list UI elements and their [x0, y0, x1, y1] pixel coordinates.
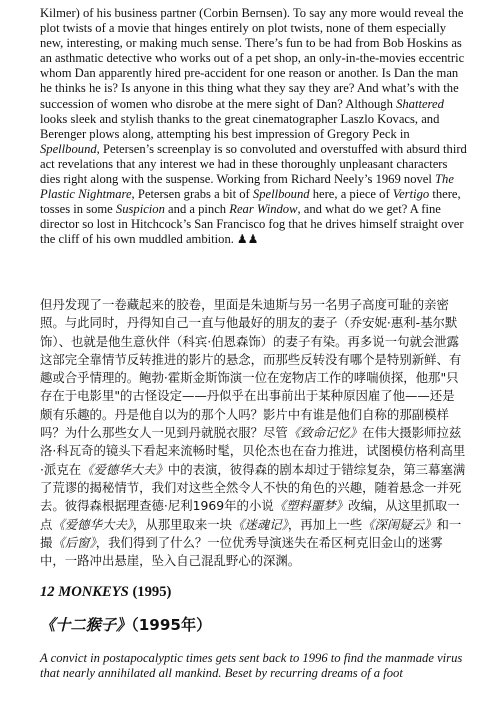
film-title: Shattered — [396, 96, 444, 111]
review-text: 但丹发现了一卷藏起来的胶卷，里面是朱迪斯与另一名男子高度可耻的亲密照。与此同时，丹得知自己一直与他最好的朋友的妻子（乔安妮·惠利-基尔默饰）、也就是他生意伙伴（科宾·伯恩森饰）的妻子有染。再多说一句就会泄露这部完全靠情节反转推进的影片的悬念，而那些反转没有哪个是特别新鲜、有趣或合乎情理的。鲍勃·霍斯金斯饰演一位在宠物店工作的哮喘侦探，他那"只存在于电影里"的古怪设定——丹似乎在出事前出于某种原因雇了他——还是颇有乐趣的。丹是他自以为的那个人吗？影片中有谁是他们自称的那副模样吗？为什么那些女人一见到丹就脱衣服？尽管 — [40, 297, 462, 441]
film-title: 《深闺疑云》 — [362, 516, 437, 532]
film-title: The Plastic Nightmare — [40, 172, 454, 202]
review-text: ，从那里取来一块 — [132, 516, 233, 532]
review-text: and a pinch — [164, 202, 230, 217]
film-title: Suspicion — [115, 202, 165, 217]
review-text: 改编，从这里抓取一点 — [40, 498, 460, 532]
film-title: 《塑料噩梦》 — [273, 498, 349, 514]
review-text: 中的表演，彼得森的剧本却过于错综复杂，第三幕塞满了荒谬的揭秘情节，我们对这些全然令人不快的角色的兴趣，随着悬念一并死去。彼得森根据理查德·尼利1969年的小说 — [40, 461, 466, 514]
film-title: Spellbound — [252, 187, 310, 202]
review-text: , Petersen grabs a bit of — [131, 187, 253, 202]
review-text: ，再加上一些 — [287, 516, 363, 532]
film-title: 《爱德华大夫》 — [52, 516, 133, 532]
film-title: Spellbound — [40, 141, 97, 156]
film-year: (1995) — [128, 584, 172, 600]
film-title: 12 MONKEYS — [40, 584, 129, 600]
film-title: 《爱德华大夫》 — [81, 461, 168, 477]
review-text: ，我们得到了什么？一位优秀导演迷失在希区柯克旧金山的迷雾中，一路冲出悬崖，坠入自己混乱野心的深渊。 — [40, 534, 443, 569]
review-text: there, tosses in some — [40, 187, 461, 217]
chinese-review-paragraph — [40, 296, 466, 570]
film-title: 《致命记忆》 — [287, 425, 363, 441]
bomb-icon: ♟♟ — [236, 232, 259, 247]
review-text: looks sleek and stylish thanks to the great cinematographer Laszlo Kovacs, and Berenger plows along, attempting his best impression of Gregory Peck in — [40, 111, 440, 141]
film-title: 《后窗》 — [52, 534, 96, 550]
film-title: 《十二猴子》 — [40, 616, 132, 634]
film-title: Vertigo — [392, 187, 430, 202]
english-review-paragraph — [40, 6, 470, 248]
film-year: （1995年） — [131, 616, 212, 634]
review-text: 在伟大摄影师拉兹洛·科瓦奇的镜头下看起来流畅时髦，贝伦杰也在奋力推进，试图模仿格利高里·派克在 — [40, 425, 466, 477]
review-text: , and what do we get? A fine director so lost in Hitchcock’s San Francisco fog that he drives himself straight over the cliff of his own muddled ambition. — [40, 202, 464, 247]
entry-title-english — [40, 584, 171, 601]
review-text: Kilmer) of his business partner (Corbin Bernsen). To say any more would reveal the plot twists of a movie that hinges entirely on plot twists, none of them especially new, interesting, or making much sense. There’s fun to be had from Bob Hoskins as an asthmatic detective who works out of a pet shop, an only-in-the-movies eccentric whom Dan apparently hired pre-accident for one reason or another. Is Dan the man he thinks he is? Is anyone in this thing what they say they are? And what’s with the succession of women who disrobe at the mere sight of Dan? Although — [40, 6, 465, 111]
entry-synopsis: A convict in postapocalyptic times gets sent back to 1996 to find the manmade virus that nearly annihilated all mankind. Beset by recurring dreams of a foot — [40, 651, 463, 681]
review-text: 和一撮 — [40, 516, 462, 550]
rating-bombs — [237, 232, 259, 247]
film-title: Rear Window — [229, 202, 298, 217]
review-text: here, a piece of — [309, 187, 393, 202]
film-title: 《迷魂记》 — [232, 516, 288, 532]
entry-title-chinese — [40, 614, 211, 635]
review-text: , Petersen’s screenplay is so convoluted and overstuffed with absurd third act revelations that any interest we had in these thoroughly unpleasant characters dies right along with the suspense. Working from Richard Neely’s 1969 novel — [40, 141, 467, 187]
